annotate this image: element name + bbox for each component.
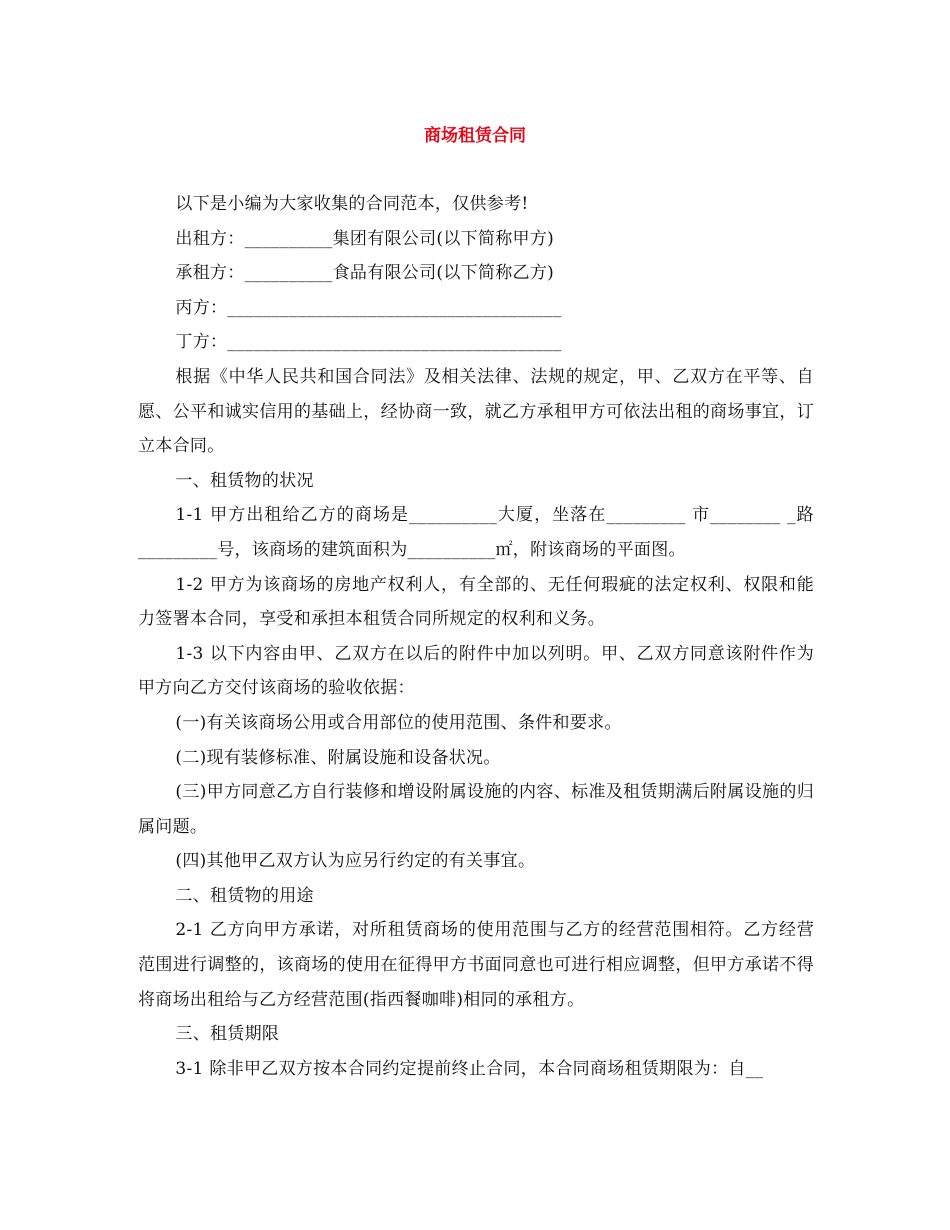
document-title: 商场租赁合同 <box>424 126 526 146</box>
document-body <box>138 187 814 1086</box>
clause-paragraph: 1-2 甲方为该商场的房地产权利人，有全部的、无任何瑕疵的法定权利、权限和能力签署本合同，享受和承担本租赁合同所规定的权利和义务。 <box>138 574 814 630</box>
party-d-line: 丁方：______________________________________ <box>175 332 562 353</box>
section-heading: 三、租赁期限 <box>175 1024 280 1045</box>
clause-paragraph: 3-1 除非甲乙双方按本合同约定提前终止合同，本合同商场租赁期限为：自__ <box>175 1058 764 1079</box>
clause-paragraph: 1-1 甲方出租给乙方的商场是__________大厦，坐落在_________ 市________ _路_________号，该商场的建筑面积为__________㎡，附该商场的平面图。 <box>138 505 814 560</box>
intro-paragraph: 以下是小编为大家收集的合同范本，仅供参考! <box>175 194 529 214</box>
section-heading: 一、租赁物的状况 <box>175 470 314 491</box>
section-heading: 二、租赁物的用途 <box>175 885 314 906</box>
list-item: (二)现有装修标准、附属设施和设备状况。 <box>175 747 501 768</box>
party-c-line: 丙方：______________________________________ <box>175 297 562 318</box>
preamble-paragraph: 根据《中华人民共和国合同法》及相关法律、法规的规定，甲、乙双方在平等、自愿、公平和诚实信用的基础上，经协商一致，就乙方承租甲方可依法出租的商场事宜，订立本合同。 <box>138 366 814 457</box>
clause-paragraph: 1-3 以下内容由甲、乙双方在以后的附件中加以列明。甲、乙双方同意该附件作为甲方向乙方交付该商场的验收依据： <box>138 643 814 699</box>
list-item: (一)有关该商场公用或合用部位的使用范围、条件和要求。 <box>175 712 622 733</box>
list-item: (三)甲方同意乙方自行装修和增设附属设施的内容、标准及租赁期满后附属设施的归属问题。 <box>138 782 814 837</box>
list-item: (四)其他甲乙双方认为应另行约定的有关事宜。 <box>175 851 536 872</box>
lessor-line: 出租方：__________集团有限公司(以下简称甲方) <box>175 228 555 249</box>
clause-paragraph: 2-1 乙方向甲方承诺，对所租赁商场的使用范围与乙方的经营范围相符。乙方经营范围进行调整的，该商场的使用在征得甲方书面同意也可进行相应调整，但甲方承诺不得将商场出租给与乙方经营范围(指西餐咖啡)相同的承租方。 <box>138 920 814 1010</box>
lessee-line: 承租方：__________食品有限公司(以下简称乙方) <box>175 263 555 284</box>
